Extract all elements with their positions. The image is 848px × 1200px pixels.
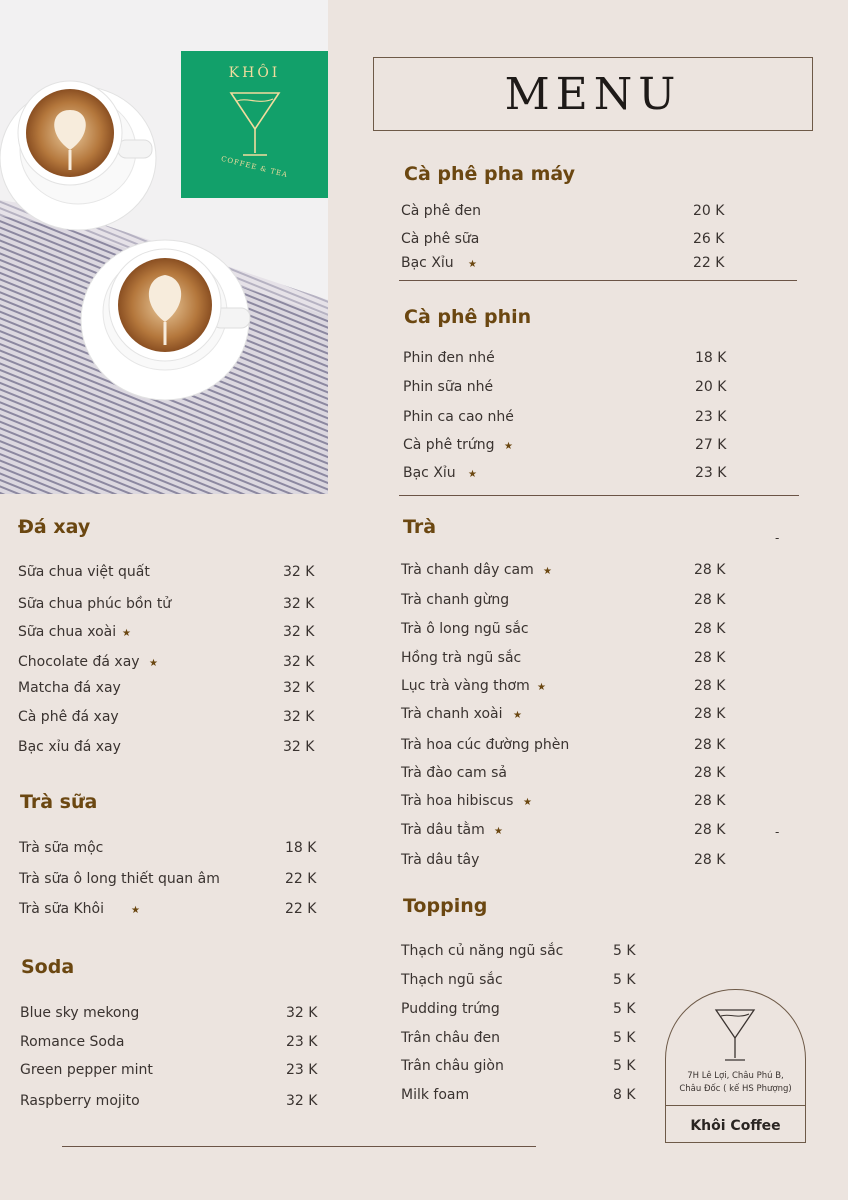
menu-item-name: Matcha đá xay	[18, 680, 121, 696]
menu-item-price: 20 K	[695, 379, 727, 395]
menu-item-price: 32 K	[283, 624, 315, 640]
menu-item-price: 32 K	[286, 1093, 318, 1109]
menu-item-name: Green pepper mint	[20, 1062, 153, 1078]
menu-item-price: 28 K	[694, 678, 726, 694]
cocktail-glass-icon	[229, 89, 281, 159]
section-title: Trà sữa	[20, 791, 98, 813]
section-title: Topping	[403, 895, 488, 917]
store-badge	[665, 989, 806, 1143]
menu-item-price: 28 K	[694, 793, 726, 809]
logo-brand-text: KHÔI	[228, 65, 281, 81]
menu-item-name: Sữa chua xoài	[18, 624, 117, 640]
menu-item-price: 26 K	[693, 231, 725, 247]
menu-item-price: 32 K	[283, 654, 315, 670]
menu-title-box	[373, 57, 813, 131]
star-icon: ★	[523, 797, 532, 808]
menu-item-name: Lục trà vàng thơm	[401, 678, 530, 694]
menu-item-name: Cà phê trứng	[403, 437, 495, 453]
star-icon: ★	[513, 710, 522, 721]
cocktail-glass-icon	[714, 1006, 756, 1064]
menu-item-name: Bạc xỉu đá xay	[18, 739, 121, 755]
menu-item-name: Trà ô long ngũ sắc	[401, 621, 529, 637]
menu-item-name: Trà sữa ô long thiết quan âm	[19, 871, 220, 887]
menu-item-name: Trà hoa cúc đường phèn	[401, 737, 570, 753]
address-line: 7H Lê Lợi, Châu Phú B,	[687, 1071, 784, 1081]
menu-item-name: Trà đào cam sả	[401, 765, 507, 781]
menu-item-name: Trà dâu tây	[401, 852, 480, 868]
menu-item-name: Pudding trứng	[401, 1001, 500, 1017]
address-line: Châu Đốc ( kế HS Phượng)	[679, 1084, 792, 1094]
menu-item-price: 27 K	[695, 437, 727, 453]
menu-item-name: Trân châu giòn	[401, 1058, 504, 1074]
star-icon: ★	[543, 566, 552, 577]
menu-item-name: Sữa chua phúc bồn tử	[18, 596, 172, 612]
section-title: Cà phê phin	[404, 306, 532, 328]
store-name: Khôi Coffee	[690, 1118, 781, 1134]
dash-mark: -	[775, 531, 780, 545]
star-icon: ★	[122, 628, 131, 639]
menu-item-name: Trà dâu tằm	[401, 822, 485, 838]
menu-item-name: Trà chanh dây cam	[401, 562, 534, 578]
badge-divider	[666, 1105, 805, 1106]
star-icon: ★	[131, 905, 140, 916]
menu-item-price: 23 K	[286, 1034, 318, 1050]
menu-item-name: Trân châu đen	[401, 1030, 500, 1046]
menu-item-price: 28 K	[694, 822, 726, 838]
menu-item-price: 23 K	[286, 1062, 318, 1078]
menu-item-name: Trà chanh xoài	[401, 706, 503, 722]
menu-item-price: 22 K	[285, 871, 317, 887]
star-icon: ★	[468, 259, 477, 270]
menu-item-price: 23 K	[695, 465, 727, 481]
menu-item-name: Trà hoa hibiscus	[401, 793, 514, 809]
menu-item-name: Hồng trà ngũ sắc	[401, 650, 522, 666]
section-title: Đá xay	[18, 516, 91, 538]
divider	[62, 1146, 536, 1147]
star-icon: ★	[504, 441, 513, 452]
menu-item-price: 28 K	[694, 562, 726, 578]
menu-item-name: Phin đen nhé	[403, 350, 495, 366]
divider	[399, 280, 797, 281]
menu-item-price: 32 K	[286, 1005, 318, 1021]
menu-item-price: 32 K	[283, 709, 315, 725]
menu-item-price: 23 K	[695, 409, 727, 425]
menu-item-price: 18 K	[285, 840, 317, 856]
menu-item-price: 20 K	[693, 203, 725, 219]
menu-item-name: Romance Soda	[20, 1034, 125, 1050]
menu-item-price: 22 K	[693, 255, 725, 271]
section-title: Trà	[403, 516, 437, 538]
menu-item-price: 5 K	[613, 1001, 636, 1017]
menu-item-price: 28 K	[694, 737, 726, 753]
menu-item-price: 28 K	[694, 706, 726, 722]
menu-item-name: Bạc Xỉu	[401, 255, 454, 271]
menu-item-name: Trà sữa Khôi	[19, 901, 104, 917]
divider	[399, 495, 799, 496]
menu-item-name: Chocolate đá xay	[18, 654, 140, 670]
menu-title: MENU	[504, 69, 682, 120]
menu-item-price: 8 K	[613, 1087, 636, 1103]
menu-item-name: Thạch ngũ sắc	[401, 972, 503, 988]
menu-item-price: 5 K	[613, 972, 636, 988]
menu-item-name: Trà chanh gừng	[401, 592, 510, 608]
menu-item-name: Cà phê đá xay	[18, 709, 119, 725]
menu-item-name: Cà phê sữa	[401, 231, 480, 247]
menu-item-price: 5 K	[613, 1030, 636, 1046]
menu-item-name: Sữa chua việt quất	[18, 564, 150, 580]
menu-item-price: 32 K	[283, 739, 315, 755]
star-icon: ★	[494, 826, 503, 837]
menu-item-name: Milk foam	[401, 1087, 470, 1103]
menu-item-price: 28 K	[694, 650, 726, 666]
menu-item-price: 5 K	[613, 943, 636, 959]
star-icon: ★	[149, 658, 158, 669]
brand-logo	[181, 51, 328, 198]
menu-item-price: 28 K	[694, 765, 726, 781]
menu-item-price: 5 K	[613, 1058, 636, 1074]
menu-item-name: Raspberry mojito	[20, 1093, 140, 1109]
menu-item-price: 28 K	[694, 621, 726, 637]
menu-item-name: Thạch củ năng ngũ sắc	[401, 943, 564, 959]
dash-mark: -	[775, 825, 780, 839]
section-title: Cà phê pha máy	[404, 163, 575, 185]
menu-item-price: 32 K	[283, 596, 315, 612]
menu-item-name: Phin sữa nhé	[403, 379, 494, 395]
menu-item-price: 32 K	[283, 564, 315, 580]
star-icon: ★	[537, 682, 546, 693]
menu-item-price: 28 K	[694, 852, 726, 868]
section-title: Soda	[21, 956, 75, 978]
menu-item-name: Trà sữa mộc	[19, 840, 104, 856]
menu-item-price: 32 K	[283, 680, 315, 696]
menu-item-name: Cà phê đen	[401, 203, 482, 219]
menu-item-name: Bạc Xỉu	[403, 465, 456, 481]
store-address	[666, 1070, 805, 1096]
menu-item-price: 22 K	[285, 901, 317, 917]
menu-item-price: 28 K	[694, 592, 726, 608]
logo-tagline: COFFEE & TEA	[220, 154, 289, 180]
menu-item-price: 18 K	[695, 350, 727, 366]
menu-item-name: Blue sky mekong	[20, 1005, 140, 1021]
menu-item-name: Phin ca cao nhé	[403, 409, 514, 425]
star-icon: ★	[468, 469, 477, 480]
